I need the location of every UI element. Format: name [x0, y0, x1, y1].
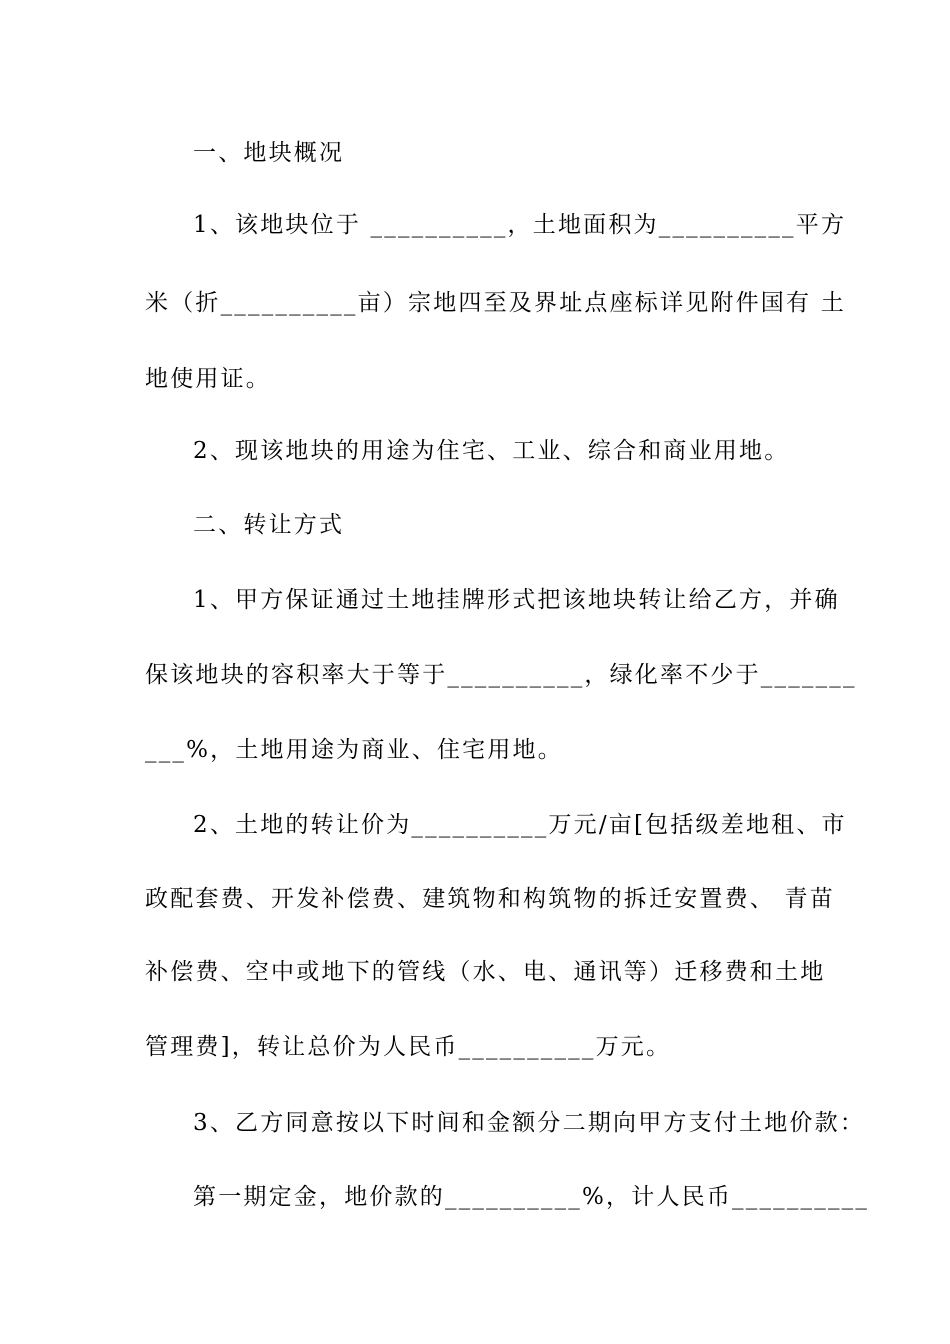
paragraph-line: 1、甲方保证通过土地挂牌形式把该地块转让给乙方，并确 [193, 587, 840, 613]
paragraph-line: 2、现该地块的用途为住宅、工业、综合和商业用地。 [193, 438, 790, 464]
paragraph-line: 1、该地块位于 __________，土地面积为__________平方 [193, 212, 847, 238]
paragraph-line: 3、乙方同意按以下时间和金额分二期向甲方支付土地价款： [193, 1110, 866, 1136]
paragraph-line: 保该地块的容积率大于等于__________，绿化率不少于_______ [145, 662, 857, 688]
paragraph-line: 补偿费、空中或地下的管线（水、电、通讯等）迁移费和土地 [145, 959, 826, 985]
paragraph-line: 政配套费、开发补偿费、建筑物和构筑物的拆迁安置费、 青苗 [145, 886, 835, 912]
paragraph-line: 管理费]，转让总价为人民币__________万元。 [145, 1034, 672, 1060]
paragraph-line: 地使用证。 [145, 366, 271, 392]
paragraph-line: ___%，土地用途为商业、住宅用地。 [145, 737, 563, 763]
section-heading-transfer-method: 二、转让方式 [193, 512, 345, 538]
paragraph-line: 第一期定金，地价款的__________%，计人民币__________ [193, 1184, 870, 1210]
paragraph-line: 2、土地的转让价为__________万元/亩[包括级差地租、市 [193, 812, 847, 838]
paragraph-line: 米（折__________亩）宗地四至及界址点座标详见附件国有 土 [145, 290, 846, 316]
section-heading-plot-overview: 一、地块概况 [193, 140, 345, 166]
